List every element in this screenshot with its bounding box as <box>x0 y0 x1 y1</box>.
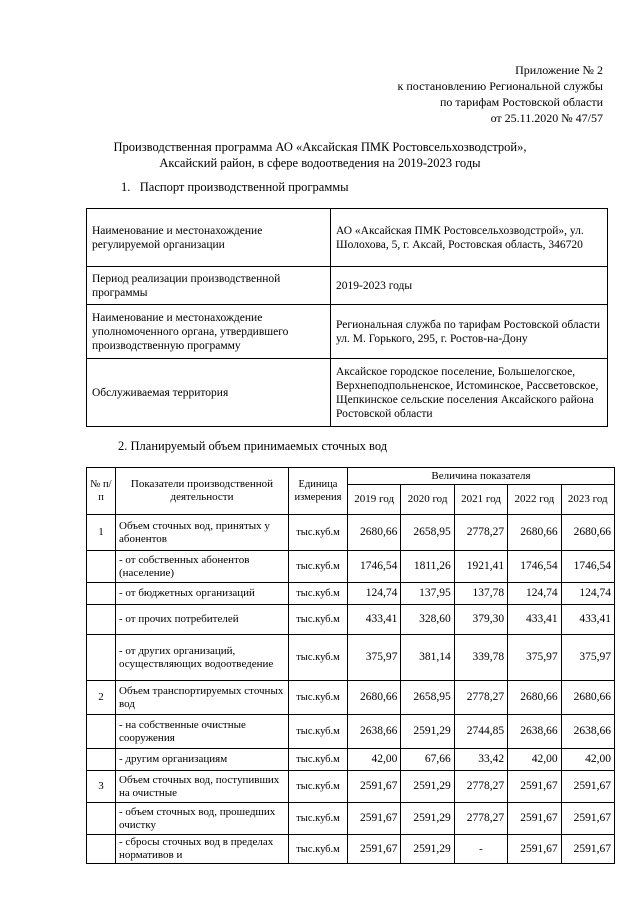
row-value: 2680,66 <box>508 681 561 715</box>
header-indicator: Показатели производственной деятельности <box>116 468 289 515</box>
table-row <box>87 771 615 803</box>
table-row <box>87 605 615 635</box>
row-number: 3 <box>87 771 116 803</box>
table-row <box>87 681 615 715</box>
row-unit: тыс.куб.м <box>289 635 348 681</box>
row-value: 2778,27 <box>454 681 507 715</box>
row-number <box>87 835 116 864</box>
row-number <box>87 551 116 583</box>
row-value: 2591,67 <box>508 803 561 835</box>
section-title: Паспорт производственной программы <box>139 180 349 194</box>
row-value: 2778,27 <box>454 771 507 803</box>
passport-value: Аксайское городское поселение, Большелогское, Верхнеподпольненское, Истоминское, Рассветовское, Щепкинское сельские поселения Аксайского района Ростовской области <box>331 359 608 427</box>
row-indicator: Объем транспортируемых сточных вод <box>116 681 289 715</box>
row-value: 2591,67 <box>561 803 614 835</box>
header-year: 2019 год <box>348 485 401 515</box>
row-value: 1921,41 <box>454 551 507 583</box>
row-value: 124,74 <box>348 583 401 605</box>
section-2-heading: 2. Планируемый объем принимаемых сточных вод <box>118 439 388 453</box>
row-unit: тыс.куб.м <box>289 681 348 715</box>
row-value: 375,97 <box>561 635 614 681</box>
table-row <box>87 515 615 551</box>
row-unit: тыс.куб.м <box>289 605 348 635</box>
header-year: 2023 год <box>561 485 614 515</box>
row-value: 2638,66 <box>508 715 561 749</box>
passport-table <box>86 208 608 427</box>
row-value: 1746,54 <box>508 551 561 583</box>
row-value: 433,41 <box>561 605 614 635</box>
row-value: 124,74 <box>508 583 561 605</box>
row-value: 2591,67 <box>508 771 561 803</box>
row-indicator: - объем сточных вод, прошедших очистку <box>116 803 289 835</box>
row-value: 67,66 <box>401 749 454 771</box>
row-value: 2638,66 <box>561 715 614 749</box>
volume-table <box>86 467 615 864</box>
passport-label: Наименование и местонахождение уполномоченного органа, утвердившего производственную программу <box>87 305 331 359</box>
row-value: 1746,54 <box>348 551 401 583</box>
table-row <box>87 803 615 835</box>
row-value: 2591,29 <box>401 835 454 864</box>
passport-row <box>87 305 608 359</box>
row-value: 328,60 <box>401 605 454 635</box>
row-indicator: - на собственные очистные сооружения <box>116 715 289 749</box>
row-value: 2680,66 <box>348 515 401 551</box>
row-number <box>87 583 116 605</box>
row-indicator: - от собственных абонентов (население) <box>116 551 289 583</box>
row-value: 381,14 <box>401 635 454 681</box>
row-value: 2638,66 <box>348 715 401 749</box>
row-value: 2591,67 <box>561 771 614 803</box>
row-value: 339,78 <box>454 635 507 681</box>
passport-row <box>87 209 608 267</box>
row-value: 42,00 <box>348 749 401 771</box>
row-number <box>87 715 116 749</box>
appendix-line: от 25.11.2020 № 47/57 <box>490 111 603 125</box>
appendix-line: по тарифам Ростовской области <box>439 95 603 109</box>
row-number <box>87 605 116 635</box>
row-indicator: - другим организациям <box>116 749 289 771</box>
row-number <box>87 803 116 835</box>
section-1-heading <box>121 180 349 195</box>
table-row <box>87 715 615 749</box>
row-unit: тыс.куб.м <box>289 583 348 605</box>
row-unit: тыс.куб.м <box>289 715 348 749</box>
passport-value: 2019-2023 годы <box>331 267 608 305</box>
row-value: 2680,66 <box>348 681 401 715</box>
row-value: 2591,29 <box>401 715 454 749</box>
row-value: 2591,29 <box>401 803 454 835</box>
row-value: 375,97 <box>508 635 561 681</box>
row-value: 42,00 <box>508 749 561 771</box>
row-value: 137,78 <box>454 583 507 605</box>
appendix-line: к постановлению Региональной службы <box>397 79 603 93</box>
row-indicator: Объем сточных вод, поступивших на очистные <box>116 771 289 803</box>
row-value: 2778,27 <box>454 515 507 551</box>
table-row <box>87 551 615 583</box>
passport-label: Период реализации производственной программы <box>87 267 331 305</box>
appendix-header <box>398 62 603 126</box>
row-unit: тыс.куб.м <box>289 835 348 864</box>
section-number: 1. <box>121 180 131 194</box>
row-indicator: Объем сточных вод, принятых у абонентов <box>116 515 289 551</box>
row-unit: тыс.куб.м <box>289 749 348 771</box>
row-value: 2658,95 <box>401 515 454 551</box>
row-value: 2658,95 <box>401 681 454 715</box>
row-value: 2778,27 <box>454 803 507 835</box>
passport-row <box>87 359 608 427</box>
row-value: 2591,67 <box>348 771 401 803</box>
title-line: Аксайский район, в сфере водоотведения на 2019-2023 годы <box>159 156 481 170</box>
row-value: 1811,26 <box>401 551 454 583</box>
row-value: 379,30 <box>454 605 507 635</box>
row-value: 42,00 <box>561 749 614 771</box>
row-indicator: - от других организаций, осуществляющих водоотведение <box>116 635 289 681</box>
row-unit: тыс.куб.м <box>289 515 348 551</box>
row-value: 433,41 <box>348 605 401 635</box>
row-value: 433,41 <box>508 605 561 635</box>
table-row <box>87 635 615 681</box>
table-row <box>87 835 615 864</box>
row-indicator: - сбросы сточных вод в пределах нормативов и <box>116 835 289 864</box>
table-row <box>87 749 615 771</box>
row-value: 124,74 <box>561 583 614 605</box>
row-value: 2680,66 <box>561 515 614 551</box>
row-value: 375,97 <box>348 635 401 681</box>
header-year: 2020 год <box>401 485 454 515</box>
passport-label: Наименование и местонахождение регулируемой организации <box>87 209 331 267</box>
row-value: 2680,66 <box>561 681 614 715</box>
passport-value: АО «Аксайская ПМК Ростовсельхозводстрой», ул. Шолохова, 5, г. Аксай, Ростовская область, 346720 <box>331 209 608 267</box>
header-unit: Единица измерения <box>289 468 348 515</box>
row-indicator: - от бюджетных организаций <box>116 583 289 605</box>
row-value: 33,42 <box>454 749 507 771</box>
row-indicator: - от прочих потребителей <box>116 605 289 635</box>
passport-value: Региональная служба по тарифам Ростовской области ул. М. Горького, 295, г. Ростов-на-Дону <box>331 305 608 359</box>
row-number: 1 <box>87 515 116 551</box>
passport-row <box>87 267 608 305</box>
row-value: 2591,29 <box>401 771 454 803</box>
row-unit: тыс.куб.м <box>289 771 348 803</box>
title-line: Производственная программа АО «Аксайская ПМК Ростовсельхозводстрой», <box>113 140 527 154</box>
header-year: 2022 год <box>508 485 561 515</box>
row-unit: тыс.куб.м <box>289 803 348 835</box>
row-number <box>87 635 116 681</box>
table-body <box>87 515 615 864</box>
row-unit: тыс.куб.м <box>289 551 348 583</box>
row-number: 2 <box>87 681 116 715</box>
row-value: 2680,66 <box>508 515 561 551</box>
header-value: Величина показателя <box>348 468 615 485</box>
table-header-row <box>87 468 615 485</box>
document-title <box>60 139 580 171</box>
appendix-line: Приложение № 2 <box>515 63 603 77</box>
row-value: 137,95 <box>401 583 454 605</box>
row-value: 2591,67 <box>348 803 401 835</box>
header-num: № п/п <box>87 468 116 515</box>
row-number <box>87 749 116 771</box>
row-value: 2744,85 <box>454 715 507 749</box>
row-value: 2591,67 <box>348 835 401 864</box>
row-value: 1746,54 <box>561 551 614 583</box>
row-value: 2591,67 <box>508 835 561 864</box>
table-row <box>87 583 615 605</box>
row-value: - <box>454 835 507 864</box>
passport-label: Обслуживаемая территория <box>87 359 331 427</box>
row-value: 2591,67 <box>561 835 614 864</box>
header-year: 2021 год <box>454 485 507 515</box>
